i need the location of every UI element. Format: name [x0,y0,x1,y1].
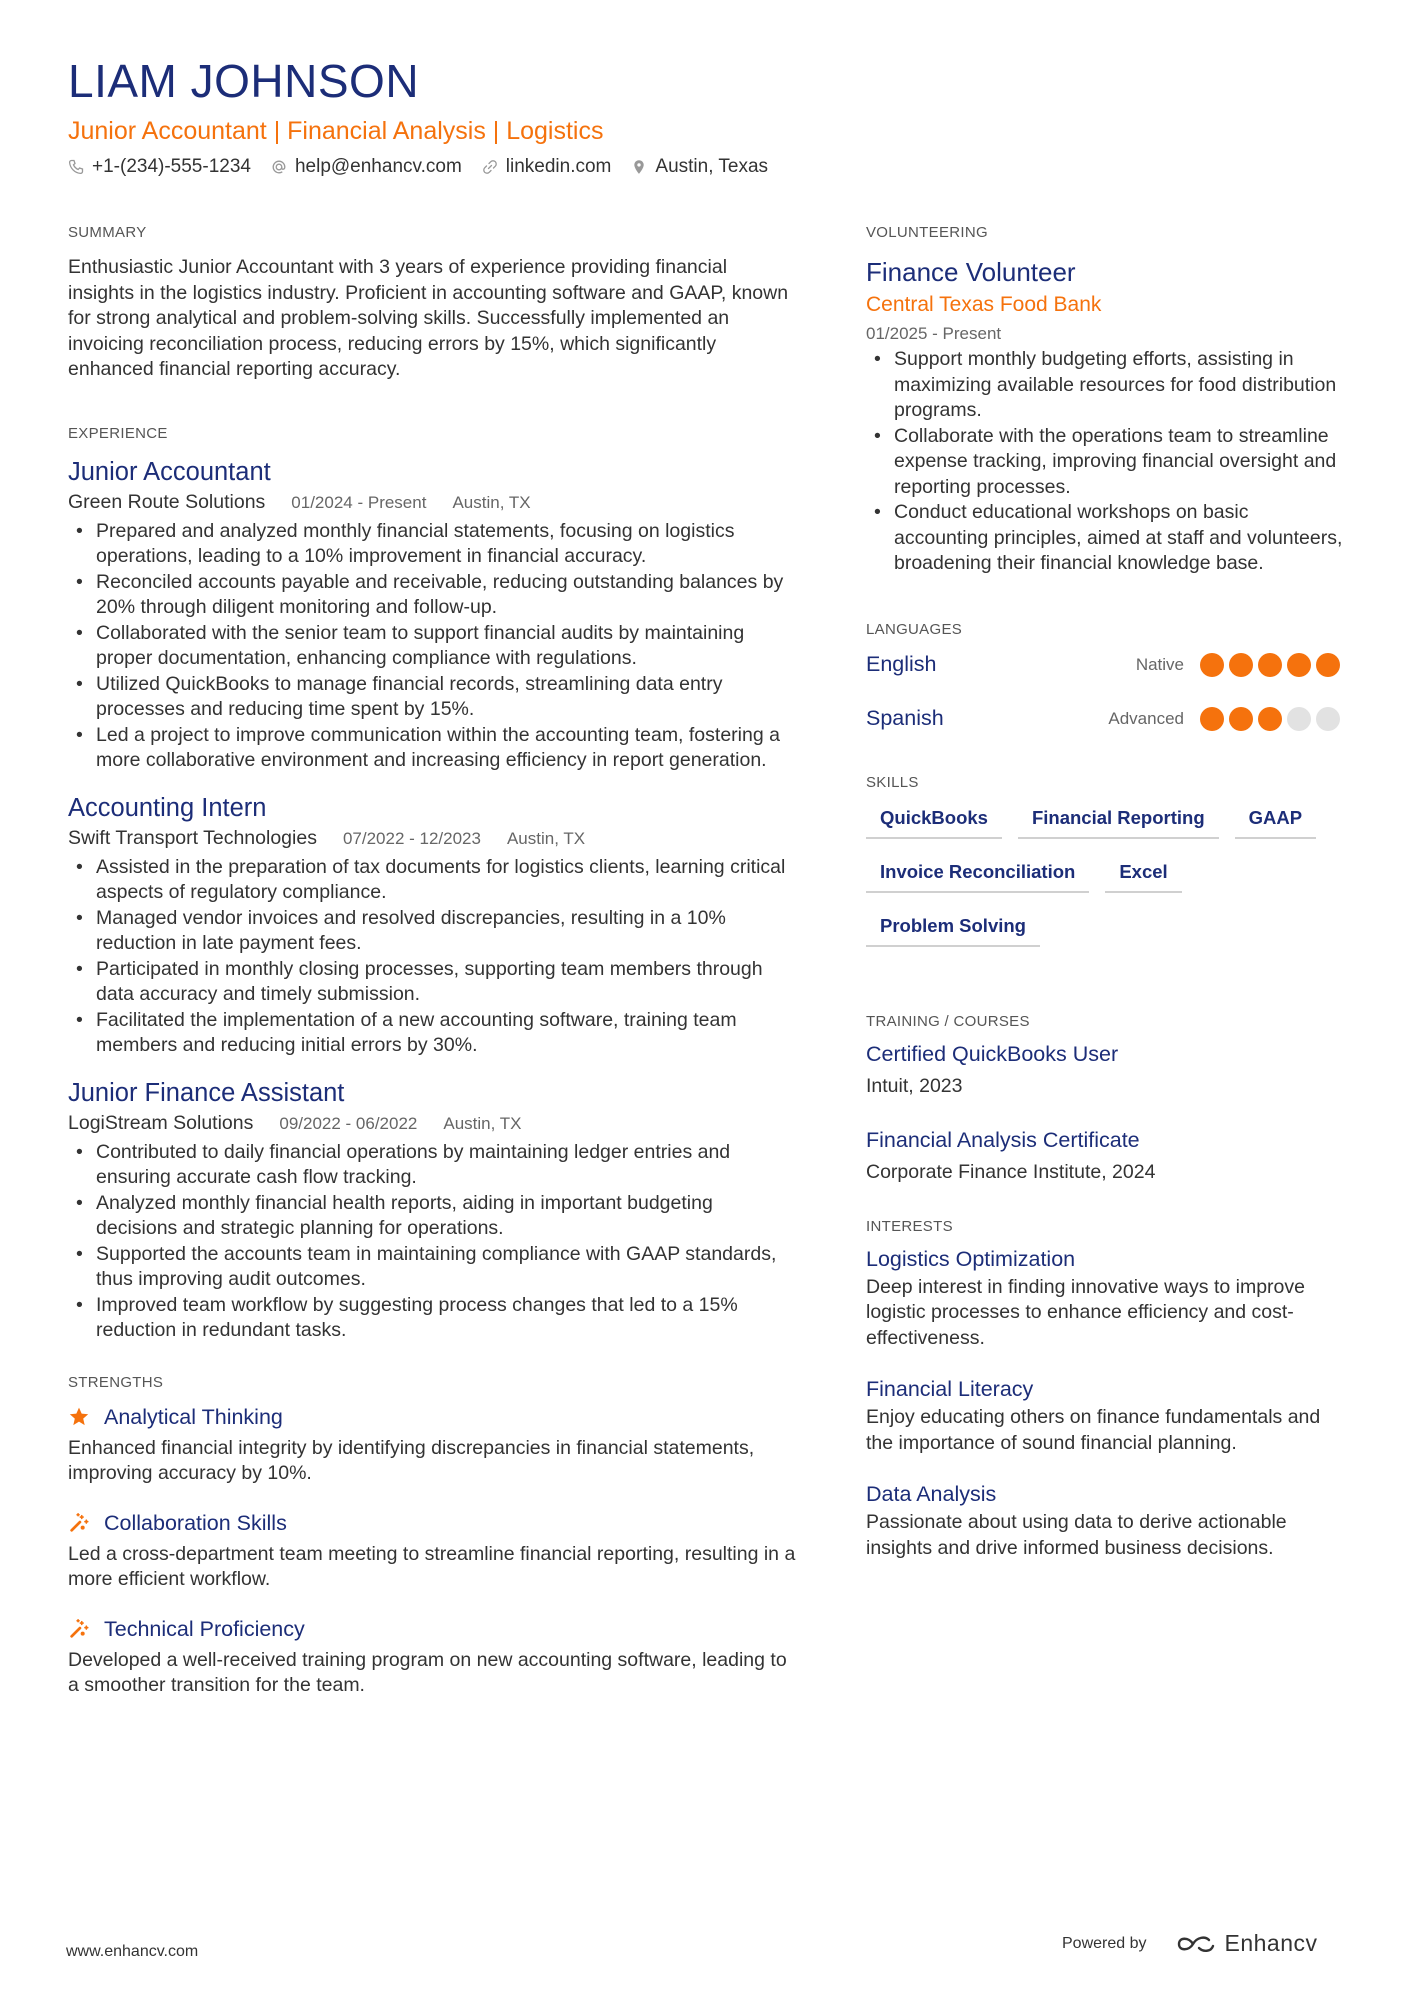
volunteer-role: Finance Volunteer [866,257,1076,287]
experience-heading: EXPERIENCE [68,424,168,442]
right-column [866,224,1346,1583]
language-level: Native [1135,654,1184,674]
job-location: Austin, TX [443,1113,522,1133]
volunteer-bullets [866,347,1346,577]
contact-linkedin-text: linkedin.com [505,156,612,177]
brand-logo[interactable] [1173,1930,1318,1957]
language-row [866,638,1346,692]
rating-dot-filled [1229,707,1253,731]
job-entry [68,792,798,1059]
contact-location-text: Austin, Texas [655,156,769,177]
job-bullet: • Led a project to improve communication within the accounting team, fostering a more collaborative environment and increasing efficiency in report generation. [68,723,798,774]
course-provider: Intuit, 2023 [866,1074,963,1097]
rating-dot-empty [1316,707,1340,731]
languages-heading: LANGUAGES [866,620,963,638]
course-title: Certified QuickBooks User [866,1041,1119,1066]
language-rating [1200,707,1345,731]
strength-text: Enhanced financial integrity by identifying discrepancies in financial statements, improving accuracy by 10%. [68,1436,755,1484]
volunteering-heading: VOLUNTEERING [866,224,988,241]
strength-item [68,1405,798,1487]
summary-section [68,224,798,383]
rating-dot-empty [1287,707,1311,731]
headline: Junior Accountant | Financial Analysis | Logistics [68,117,604,145]
location-pin-icon [631,159,647,175]
candidate-name: LIAM JOHNSON [68,55,420,107]
language-name: Spanish [866,706,944,730]
training-heading: TRAINING / COURSES [866,1012,1030,1030]
job-title: Accounting Intern [68,793,267,822]
course-item [866,1124,1346,1188]
strengths-section [68,1374,798,1699]
interests-section [866,1218,1346,1562]
skill-tag: Financial Reporting [1018,799,1219,839]
strength-header [68,1511,798,1536]
job-bullet: • Reconciled accounts payable and receivable, reducing outstanding balances by 20% through diligent monitoring and follow-up. [68,570,798,621]
language-row [866,692,1346,746]
job-meta [68,1109,798,1138]
contact-location [631,156,768,178]
rating-dot-filled [1229,653,1253,677]
strength-item [68,1617,798,1699]
interest-title: Data Analysis [866,1482,997,1506]
contact-phone-text: +1-(234)-555-1234 [92,156,251,177]
powered-by-label: Powered by [1062,1934,1147,1952]
job-meta [68,824,798,853]
job-bullet: • Improved team workflow by suggesting process changes that led to a 15% reduction in redundant tasks. [68,1293,798,1344]
course-item [866,1038,1346,1102]
wand-icon [68,1618,90,1640]
language-rating [1200,653,1345,677]
language-name: English [866,652,937,676]
interest-title: Financial Literacy [866,1377,1034,1401]
job-bullet: • Participated in monthly closing processes, supporting team members through data accuracy and timely submission. [68,957,798,1008]
rating-dot-filled [1200,653,1224,677]
job-bullet: • Prepared and analyzed monthly financial statements, focusing on logistics operations, leading to a 10% improvement in financial accuracy. [68,519,798,570]
interest-text: Passionate about using data to derive actionable insights and drive informed business decisions. [866,1511,1287,1559]
course-title: Financial Analysis Certificate [866,1127,1140,1152]
strength-title: Collaboration Skills [104,1510,287,1535]
brand-name: Enhancv [1224,1930,1318,1956]
strength-text: Led a cross-department team meeting to streamline financial reporting, resulting in a more efficient workflow. [68,1542,796,1590]
language-level: Advanced [1108,708,1184,728]
skill-tag: QuickBooks [866,799,1002,839]
contact-bar [68,156,788,178]
summary-heading: SUMMARY [68,224,147,241]
rating-dot-filled [1200,707,1224,731]
contact-phone[interactable] [68,156,251,178]
job-bullet: • Utilized QuickBooks to manage financial records, streamlining data entry processes and reducing time spent by 15%. [68,672,798,723]
job-company: Green Route Solutions [68,490,266,513]
strength-header [68,1405,798,1430]
enhancv-logo-icon [1173,1932,1219,1956]
job-date: 07/2022 - 12/2023 [342,828,481,848]
at-icon [271,159,287,175]
job-bullet: • Collaborated with the senior team to support financial audits by maintaining proper documentation, enhancing compliance with regulations. [68,621,798,672]
job-bullet: • Supported the accounts team in maintaining compliance with GAAP standards, thus improving audit outcomes. [68,1242,798,1293]
phone-icon [68,159,84,175]
interest-title: Logistics Optimization [866,1246,1076,1271]
star-icon [68,1406,90,1428]
footer-website[interactable]: www.enhancv.com [66,1943,199,1960]
job-bullets [68,855,798,1059]
wand-icon [68,1512,90,1534]
rating-dot-filled [1316,653,1340,677]
strength-header [68,1617,798,1642]
job-bullet: • Facilitated the implementation of a new accounting software, training team members and reducing initial errors by 30%. [68,1008,798,1059]
job-bullet: • Assisted in the preparation of tax documents for logistics clients, learning critical aspects of regulatory compliance. [68,855,798,906]
strength-title: Technical Proficiency [104,1616,305,1641]
volunteer-org: Central Texas Food Bank [866,293,1102,316]
footer-branding [1062,1930,1318,1957]
job-date: 09/2022 - 06/2022 [279,1113,418,1133]
interests-heading: INTERESTS [866,1217,953,1235]
job-company: LogiStream Solutions [68,1111,254,1134]
job-entry [68,456,798,774]
link-icon [482,159,498,175]
volunteer-date: 01/2025 - Present [866,324,1002,343]
languages-section [866,621,1346,746]
interest-text: Enjoy educating others on finance fundamentals and the importance of sound financial planning. [866,1406,1321,1454]
strength-title: Analytical Thinking [104,1404,283,1429]
job-title: Junior Finance Assistant [68,1078,345,1107]
job-meta [68,488,798,517]
job-bullets [68,1140,798,1344]
interest-item [866,1243,1346,1352]
training-section [866,1013,1346,1188]
interest-item [866,1478,1346,1561]
interest-item [866,1373,1346,1456]
summary-text: Enthusiastic Junior Accountant with 3 years of experience providing financial insights in the logistics industry. Proficient in accounting software and GAAP, known for strong analytical and problem-solving skills. Successfully implemented an invoicing reconciliation process, reducing errors by 15%, which significantly enhanced financial reporting accuracy. [68,256,789,380]
job-location: Austin, TX [506,828,586,848]
skill-tag: Invoice Reconciliation [866,853,1089,893]
job-bullets [68,519,798,774]
course-provider: Corporate Finance Institute, 2024 [866,1160,1156,1183]
job-title: Junior Accountant [68,457,271,486]
rating-dot-filled [1287,653,1311,677]
volunteering-section [866,224,1346,577]
job-bullet: • Managed vendor invoices and resolved discrepancies, resulting in a 10% reduction in late payment fees. [68,906,798,957]
skills-section [866,774,1346,961]
contact-email[interactable] [271,156,462,178]
left-column [68,224,798,1723]
volunteer-bullet: • Support monthly budgeting efforts, assisting in maximizing available resources for food distribution programs. [866,347,1346,424]
rating-dot-filled [1258,653,1282,677]
job-entry [68,1077,798,1344]
interest-text: Deep interest in finding innovative ways to improve logistic processes to enhance efficiency and cost-effectiveness. [866,1275,1305,1349]
contact-linkedin[interactable] [482,156,612,178]
job-bullet: • Contributed to daily financial operations by maintaining ledger entries and ensuring accurate cash flow tracking. [68,1140,798,1191]
contact-email-text: help@enhancv.com [294,156,462,177]
skill-tag: Problem Solving [866,907,1040,947]
strength-item [68,1511,798,1593]
strengths-heading: STRENGTHS [68,1373,164,1391]
volunteer-bullet: • Collaborate with the operations team to streamline expense tracking, improving financial oversight and reporting processes. [866,424,1346,501]
strength-text: Developed a well-received training program on new accounting software, leading to a smoother transition for the team. [68,1648,787,1696]
job-company: Swift Transport Technologies [68,826,317,849]
skill-tag: Excel [1105,853,1181,893]
job-date: 01/2024 - Present [291,492,427,512]
skill-tag: GAAP [1235,799,1316,839]
volunteer-bullet: • Conduct educational workshops on basic accounting principles, aimed at staff and volunteers, broadening their financial knowledge base. [866,500,1346,577]
rating-dot-filled [1258,707,1282,731]
job-bullet: • Analyzed monthly financial health reports, aiding in important budgeting decisions and strategic planning for operations. [68,1191,798,1242]
job-location: Austin, TX [452,492,531,512]
experience-section [68,425,798,1344]
skills-list [866,799,1356,961]
skills-heading: SKILLS [866,773,919,791]
